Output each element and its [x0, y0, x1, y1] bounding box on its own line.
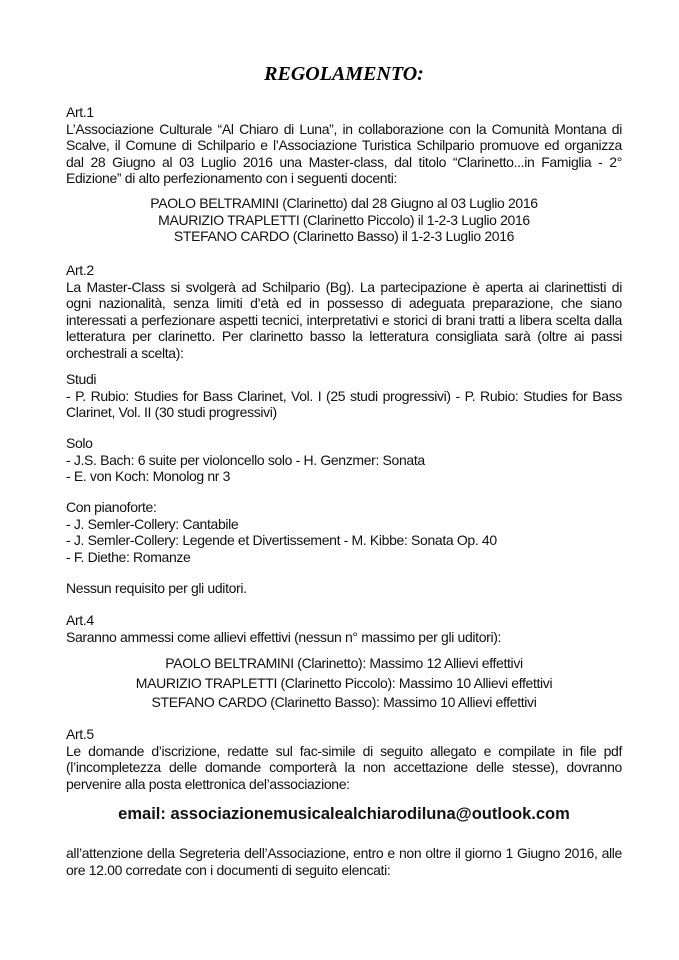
auditors-note: Nessun requisito per gli uditori.: [66, 580, 247, 596]
article-4-text: Saranno ammessi come allievi effettivi (nessun n° massimo per gli uditori):: [66, 628, 502, 645]
student-limits-list: [66, 655, 622, 711]
limit-line: MAURIZIO TRAPLETTI (Clarinetto Piccolo): Massimo 10 Allievi effettivi: [135, 674, 553, 691]
pianoforte-item: - F. Diethe: Romanze: [66, 548, 191, 565]
article-2-text: La Master-Class si svolgerà ad Schilpario (Bg). La partecipazione è aperta ai clarinettisti di ogni nazionalità, senza limiti d’età ed in possesso di adeguata preparazione, che siano interessati a perfezionare aspetti tecnici, interpretativi e storici di brani tratti a libera scelta dalla letteratura per clarinetto. Per clarinetto basso la letteratura consigliata sarà (oltre ai passi orchestrali a scelta):: [66, 278, 622, 361]
article-5-text: Le domande d’iscrizione, redatte sul fac-simile di seguito allegato e compilate in file pdf (l’incompletezza delle domande comporterà la non accettazione delle stesse), dovranno pervenire alla posta elettronica del’associazione:: [66, 742, 622, 792]
document-title: REGOLAMENTO:: [264, 63, 424, 85]
solo-section: [66, 435, 622, 485]
limit-line: STEFANO CARDO (Clarinetto Basso): Massimo 10 Allievi effettivi: [151, 694, 537, 711]
pianoforte-item: - J. Semler-Collery: Cantabile: [66, 515, 239, 532]
pianoforte-item: - J. Semler-Collery: Legende et Divertissement - M. Kibbe: Sonata Op. 40: [66, 532, 497, 549]
article-1: [66, 104, 622, 187]
pianoforte-section: [66, 499, 622, 565]
article-5-after-text: all’attenzione della Segreteria dell’Associazione, entro e non oltre il giorno 1 Giugno 2016, alle ore 12.00 corredate con i documenti di seguito elencati:: [66, 845, 622, 878]
article-5: [66, 726, 622, 792]
teacher-line: PAOLO BELTRAMINI (Clarinetto) dal 28 Giugno al 03 Luglio 2016: [150, 195, 538, 211]
solo-item: - J.S. Bach: 6 suite per violoncello solo - H. Genzmer: Sonata: [66, 451, 425, 468]
pianoforte-heading: Con pianoforte:: [66, 499, 157, 515]
article-5-heading: Art.5: [66, 726, 94, 742]
teachers-list: [66, 195, 622, 245]
association-email[interactable]: email: associazionemusicalealchiarodiluna@outlook.com: [118, 805, 570, 823]
article-2: [66, 262, 622, 362]
limit-line: PAOLO BELTRAMINI (Clarinetto): Massimo 12 Allievi effettivi: [165, 655, 523, 671]
solo-item: - E. von Koch: Monolog nr 3: [66, 468, 231, 485]
studi-heading: Studi: [66, 371, 97, 387]
solo-heading: Solo: [66, 435, 93, 451]
article-1-text: L’Associazione Culturale “Al Chiaro di Luna”, in collaborazione con la Comunità Montana di Scalve, il Comune di Schilpario e l’Associazione Turistica Schilpario promuove ed organizza dal 28 Giugno al 03 Luglio 2016 una Master-class, dal titolo “Clarinetto...in Famiglia - 2° Edizione” di alto perfezionamento con i seguenti docenti:: [66, 120, 622, 187]
studi-section: [66, 371, 622, 421]
article-4-heading: Art.4: [66, 612, 94, 628]
article-2-heading: Art.2: [66, 262, 94, 278]
article-4: [66, 612, 622, 645]
teacher-line: STEFANO CARDO (Clarinetto Basso) il 1-2-3 Luglio 2016: [173, 228, 515, 245]
article-1-heading: Art.1: [66, 104, 94, 120]
teacher-line: MAURIZIO TRAPLETTI (Clarinetto Piccolo) il 1-2-3 Luglio 2016: [158, 211, 530, 228]
studi-text: - P. Rubio: Studies for Bass Clarinet, Vol. I (25 studi progressivi) - P. Rubio: Studies for Bass Clarinet, Vol. II (30 studi progressivi): [66, 387, 622, 421]
